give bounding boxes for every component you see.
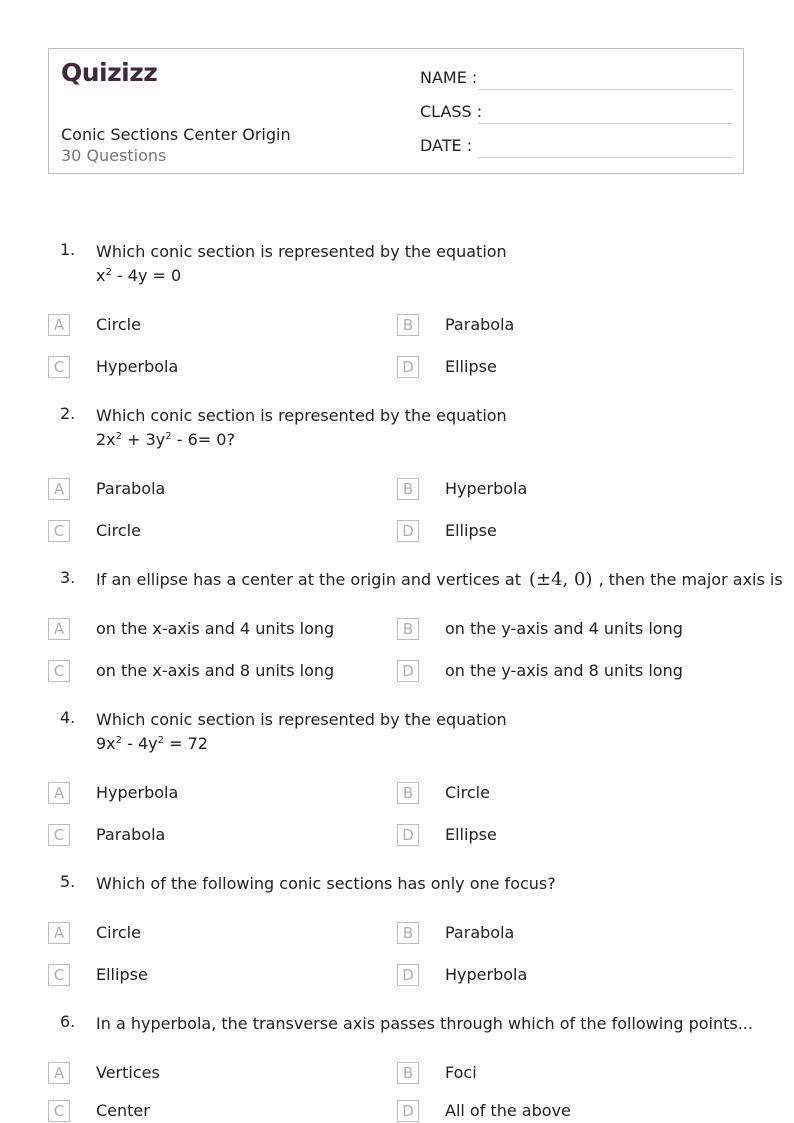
option-d-box[interactable]: D [397, 824, 419, 846]
option-b-box[interactable]: B [397, 618, 419, 640]
option-a-box[interactable]: A [48, 618, 70, 640]
option-d-box[interactable]: D [397, 356, 419, 378]
option-a-box[interactable]: A [48, 478, 70, 500]
question-number: 5. [60, 872, 76, 891]
option-c-box[interactable]: C [48, 824, 70, 846]
date-line[interactable] [478, 157, 733, 158]
option-a-text[interactable]: Parabola [96, 479, 166, 498]
option-a-box[interactable]: A [48, 1062, 70, 1084]
option-b-box[interactable]: B [397, 1062, 419, 1084]
option-c-text[interactable]: Center [96, 1101, 150, 1120]
option-d-text[interactable]: All of the above [445, 1101, 571, 1120]
question-count: 30 Questions [61, 146, 167, 165]
option-a-box[interactable]: A [48, 782, 70, 804]
option-a-box[interactable]: A [48, 922, 70, 944]
question-text [96, 708, 507, 756]
option-c-text[interactable]: Circle [96, 521, 141, 540]
option-b-text[interactable]: Foci [445, 1063, 477, 1082]
option-b-text[interactable]: Parabola [445, 923, 515, 942]
option-a-box[interactable]: A [48, 314, 70, 336]
option-a-text[interactable]: Vertices [96, 1063, 160, 1082]
question-text [96, 240, 507, 288]
question-text: Which of the following conic sections has only one focus? [96, 874, 556, 893]
worksheet-header [48, 48, 744, 174]
option-d-box[interactable]: D [397, 964, 419, 986]
question-text-line: Which conic section is represented by the equation [96, 242, 507, 261]
option-c-box[interactable]: C [48, 520, 70, 542]
question-equation: $x^2 - 4y = 0$ [96, 266, 182, 285]
option-d-text[interactable]: Hyperbola [445, 965, 528, 984]
option-d-text[interactable]: Ellipse [445, 521, 497, 540]
option-d-box[interactable]: D [397, 660, 419, 682]
question-number: 6. [60, 1012, 76, 1031]
option-b-box[interactable]: B [397, 922, 419, 944]
date-label: DATE : [420, 136, 473, 155]
quizizz-logo: Quizizz [61, 58, 158, 87]
option-c-box[interactable]: C [48, 356, 70, 378]
option-b-text[interactable]: Parabola [445, 315, 515, 334]
option-a-text[interactable]: Circle [96, 315, 141, 334]
option-d-box[interactable]: D [397, 1100, 419, 1122]
option-b-box[interactable]: B [397, 782, 419, 804]
name-label: NAME : [420, 68, 478, 87]
option-b-box[interactable]: B [397, 314, 419, 336]
option-a-text[interactable]: on the x-axis and 4 units long [96, 619, 335, 638]
name-line[interactable] [478, 89, 733, 90]
option-d-text[interactable]: Ellipse [445, 825, 497, 844]
class-label: CLASS : [420, 102, 483, 121]
option-a-text[interactable]: Hyperbola [96, 783, 179, 802]
option-c-text[interactable]: Parabola [96, 825, 166, 844]
option-b-text[interactable]: Circle [445, 783, 490, 802]
option-c-box[interactable]: C [48, 660, 70, 682]
question-text-line: Which conic section is represented by the equation [96, 406, 507, 425]
option-c-text[interactable]: Ellipse [96, 965, 148, 984]
question-text: In a hyperbola, the transverse axis passes through which of the following points... [96, 1014, 753, 1033]
question-number: 1. [60, 240, 76, 259]
question-equation: $2x^2 + 3y^2 - 6= 0$? [96, 430, 235, 449]
question-text: If an ellipse has a center at the origin and vertices at (±4, 0) , then the major axis is [96, 569, 783, 590]
question-number: 4. [60, 708, 76, 727]
math-expression: (±4, 0) [528, 569, 593, 590]
option-a-text[interactable]: Circle [96, 923, 141, 942]
option-d-box[interactable]: D [397, 520, 419, 542]
option-c-box[interactable]: C [48, 1100, 70, 1122]
worksheet-title: Conic Sections Center Origin [61, 125, 291, 144]
option-c-text[interactable]: on the x-axis and 8 units long [96, 661, 335, 680]
question-text-line: Which conic section is represented by the equation [96, 710, 507, 729]
question-number: 3. [60, 568, 76, 587]
option-d-text[interactable]: Ellipse [445, 357, 497, 376]
option-d-text[interactable]: on the y-axis and 8 units long [445, 661, 683, 680]
question-number: 2. [60, 404, 76, 423]
option-c-text[interactable]: Hyperbola [96, 357, 179, 376]
question-equation: $9x^2 - 4y^2 = 72$ [96, 734, 208, 753]
class-line[interactable] [478, 123, 733, 124]
option-c-box[interactable]: C [48, 964, 70, 986]
option-b-box[interactable]: B [397, 478, 419, 500]
question-text [96, 404, 507, 452]
option-b-text[interactable]: on the y-axis and 4 units long [445, 619, 683, 638]
option-b-text[interactable]: Hyperbola [445, 479, 528, 498]
